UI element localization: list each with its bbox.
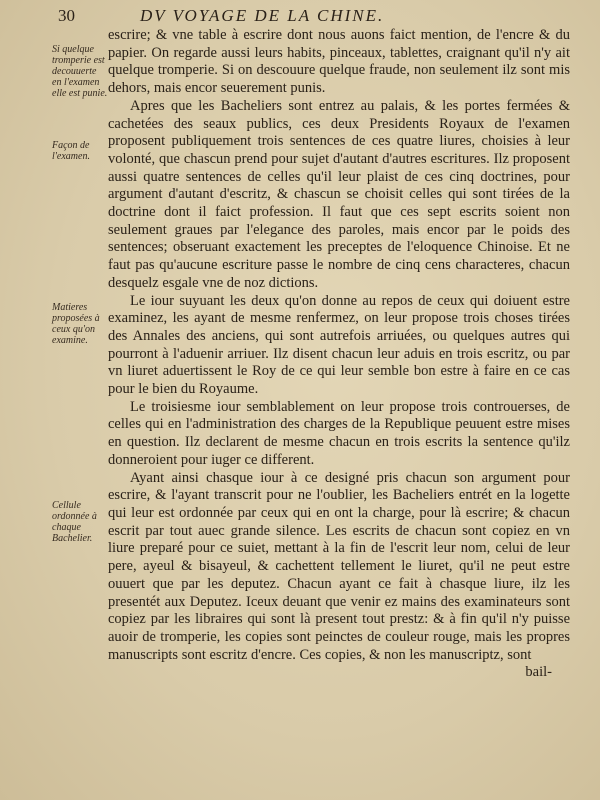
running-title: DV VOYAGE DE LA CHINE. xyxy=(140,6,385,25)
margin-note-subjects: Matieres proposées à ceux qu'on examine. xyxy=(52,302,100,346)
catchword: bail- xyxy=(525,664,552,681)
page-number: 30 xyxy=(58,6,75,25)
margin-note-cell: Cellule ordonnée à chaque Bachelier. xyxy=(52,500,97,544)
main-text xyxy=(108,27,570,682)
margin-note-method: Façon de l'examen. xyxy=(52,140,90,162)
paragraph: Le iour suyuant les deux qu'on donne au repos de ceux qui doiuent estre examinez, les ayant de mesme renfermez, on leur propose trois choses tirées des Annales des anciens, qui sont autrefois arriuées, ou quelques autres qui pourront à l'aduenir arriuer. Ilz disent chacun leur aduis en trois escritz, ou par vn liuret aduertissent le Roy de ce qui leur semble bon estre à faire en ce cas pour le bien du Royaume. xyxy=(108,292,570,398)
paragraph: Apres que les Bacheliers sont entrez au palais, & les portes fermées & cachetées des seaux publics, ces deux Presidents Royaux de l'examen proposent publiquement trois sentences de ces quatre liures, choisies à leur volonté, que chascun prend pour sujet d'autant d'autres escritures. Ilz proposent aussi quatre sentences de celles qu'il leur plaist de ces cinq doctrines, pour argument d'autant d'escritz, & chascun se choisit celles qui sont tirées de la doctrine dont il faict profession. Il faut que ces sept escrits soient non seulement graues par l'elegance des paroles, mais encor par le poids des sentences; obseruant exactement les preceptes de l'eloquence Chinoise. Et ne faut pas qu'aucune escriture passe le nombre de cinq cens characteres, chacun desquelz esgale vne de noz dictions. xyxy=(108,97,570,291)
paragraph: Ayant ainsi chasque iour à ce designé pris chacun son argument pour escrire, & l'ayant transcrit pour ne l'oublier, les Bacheliers entrét en la logette qui leur est ordonnée par ceux qui en ont la charge, pour là escrire; & chacun escrit par tout auec grande silence. Les escrits de chacun sont copiez en vn liure preparé pour ce suiet, mettant à la fin de l'escrit leur nom, celui de leur pere, ayeul & bisayeul, & cachettent tellement le liuret, qu'il ne peut estre ouuert que par les deputez. Chacun ayant ce fait à chasque liure, ilz les presentét aux Deputez. Iceux deuant que venir ez mains des examinateurs sont copiez par les libraires qui sont là present tout prestz: & à fin qu'il n'y puisse auoir de tromperie, les copies sont peinctes de couleur rouge, mais les propres manuscripts sont escritz d'encre. Ces copies, & non les manuscriptz, sont xyxy=(108,469,570,663)
margin-note-fraud: Si quelque tromperie est decouuerte en l'examen elle est punie. xyxy=(52,44,108,99)
paragraph: escrire; & vne table à escrire dont nous auons faict mention, de l'encre & du papier. On regarde aussi leurs habits, pinceaux, tablettes, craignant qu'il n'y ait quelque tromperie. Si on descouure quelque fraude, non seulement ilz sont mis dehors, mais encor seuerement punis. xyxy=(108,27,570,97)
page-header xyxy=(50,4,570,26)
paragraph: Le troisiesme iour semblablement on leur propose trois controuerses, de celles qui en l'administration des charges de la Republique peuuent estre mises en question. Ilz declarent de mesme chacun en trois escrits la sentence qu'ilz donneroient pour iuger ce different. xyxy=(108,398,570,468)
